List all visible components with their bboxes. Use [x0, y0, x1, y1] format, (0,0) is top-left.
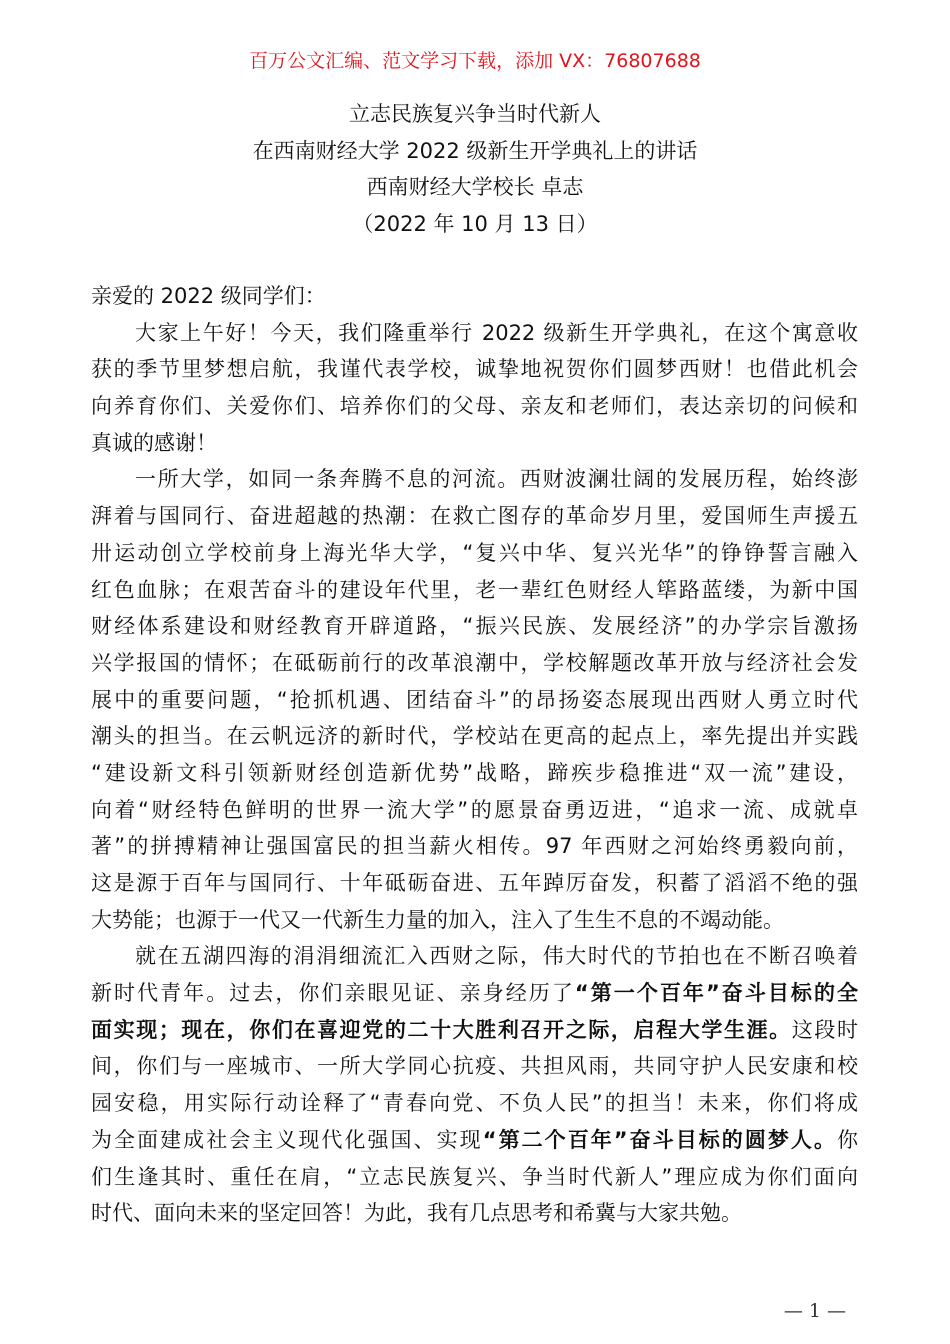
text-line: [91, 1048, 858, 1085]
text-line: [91, 425, 858, 462]
text: 新时代青年。过去，你们亲眼见证、亲身经历了: [91, 981, 575, 1006]
text-line: [91, 461, 858, 498]
text-line: [91, 351, 858, 388]
text-line: [91, 645, 858, 682]
text-line: [91, 718, 858, 755]
text: 你: [837, 1127, 858, 1152]
text: 间，你们与一座城市、一所大学同心抗疫、共担风雨，共同守护人民安康和校: [91, 1054, 858, 1079]
bold-text: “第二个百年”奋斗目标的圆梦人。: [482, 1127, 837, 1152]
text: 就在五湖四海的涓涓细流汇入西财之际，伟大时代的节拍也在不断召唤着: [135, 944, 858, 969]
text-line: [91, 902, 858, 939]
text-line: [91, 1012, 858, 1049]
text-line: [91, 535, 858, 572]
text: 卅运动创立学校前身上海光华大学，“复兴中华、复兴光华”的铮铮誓言融入: [91, 540, 858, 565]
speech-subtitle: 在西南财经大学 2022 级新生开学典礼上的讲话: [252, 138, 698, 163]
text-line: [91, 388, 858, 425]
text: 向养育你们、关爱你们、培养你们的父母、亲友和老师们，表达亲切的问候和: [91, 394, 858, 419]
text-line: [91, 865, 858, 902]
text: 获的季节里梦想启航，我谨代表学校，诚挚地祝贺你们圆梦西财！也借此机会: [91, 357, 858, 382]
text-line: [91, 828, 858, 865]
text-line: [91, 315, 858, 352]
speaker: 西南财经大学校长 卓志: [366, 175, 584, 199]
text-line: [91, 682, 858, 719]
text: 潮头的担当。在云帆远济的新时代，学校站在更高的起点上，率先提出并实践: [91, 724, 858, 749]
text: 兴学报国的情怀；在砥砺前行的改革浪潮中，学校解题改革开放与经济社会发: [91, 650, 858, 675]
text: 湃着与国同行、奋进超越的热潮：在救亡图存的革命岁月里，爱国师生声援五: [91, 504, 858, 529]
text: “建设新文科引领新财经创造新优势”战略，蹄疾步稳推进“双一流”建设，: [91, 760, 858, 785]
speech-title: 立志民族复兴争当时代新人: [349, 102, 601, 126]
text: 著”的拼搏精神让强国富民的担当薪火相传。97 年西财之河始终勇毅向前，: [91, 834, 858, 859]
text-line: [91, 755, 858, 792]
bold-text: “第一个百年”奋斗目标的全: [574, 981, 858, 1006]
text: 大家上午好！今天，我们隆重举行 2022 级新生开学典礼，在这个寓意收: [135, 320, 858, 345]
text-line: [91, 608, 858, 645]
text: 这是源于百年与国同行、十年砥砺奋进、五年踔厉奋发，积蓄了滔滔不绝的强: [91, 871, 858, 895]
text-line: [91, 1122, 858, 1159]
text: 为全面建成社会主义现代化强国、实现: [91, 1127, 483, 1152]
text-line: [91, 1195, 858, 1232]
text-line: [91, 278, 858, 315]
text: 一所大学，如同一条奔腾不息的河流。西财波澜壮阔的发展历程，始终澎: [135, 467, 858, 492]
text-line: [91, 572, 858, 609]
bold-text: 面实现；现在，你们在喜迎党的二十大胜利召开之际，启程大学生涯。: [91, 1017, 792, 1042]
speech-heading: [0, 96, 950, 242]
text: 们生逢其时、重任在肩，“立志民族复兴、争当时代新人”理应成为你们面向: [91, 1164, 858, 1189]
text-line: [91, 792, 858, 829]
text: 大势能；也源于一代又一代新生力量的加入，注入了生生不息的不竭动能。: [91, 907, 784, 932]
text: 财经体系建设和财经教育开辟道路，“振兴民族、发展经济”的办学宗旨激扬: [91, 614, 858, 639]
text: 红色血脉；在艰苦奋斗的建设年代里，老一辈红色财经人筚路蓝缕，为新中国: [91, 577, 858, 602]
text: 园安稳，用实际行动诠释了“青春向党、不负人民”的担当！未来，你们将成: [91, 1091, 858, 1116]
text: 展中的重要问题，“抢抓机遇、团结奋斗”的昂扬姿态展现出西财人勇立时代: [91, 687, 858, 712]
text: 向着“财经特色鲜明的世界一流大学”的愿景奋勇迈进，“追求一流、成就卓: [91, 797, 858, 822]
text-line: [91, 498, 858, 535]
text: 这段时: [791, 1017, 859, 1042]
download-banner: 百万公文汇编、范文学习下载，添加 VX：76807688: [249, 50, 701, 72]
text-line: [91, 1159, 858, 1196]
speech-body: [91, 278, 858, 1232]
text: 真诚的感谢！: [91, 430, 217, 455]
text-line: [91, 938, 858, 975]
speech-date: （2022 年 10 月 13 日）: [352, 211, 598, 236]
text-line: [91, 1085, 858, 1122]
text: 时代、面向未来的坚定回答！为此，我有几点思考和希冀与大家共勉。: [91, 1201, 742, 1226]
text: 亲爱的 2022 级同学们：: [91, 284, 326, 308]
page-number: — 1 —: [783, 1300, 846, 1322]
text-line: [91, 975, 858, 1012]
